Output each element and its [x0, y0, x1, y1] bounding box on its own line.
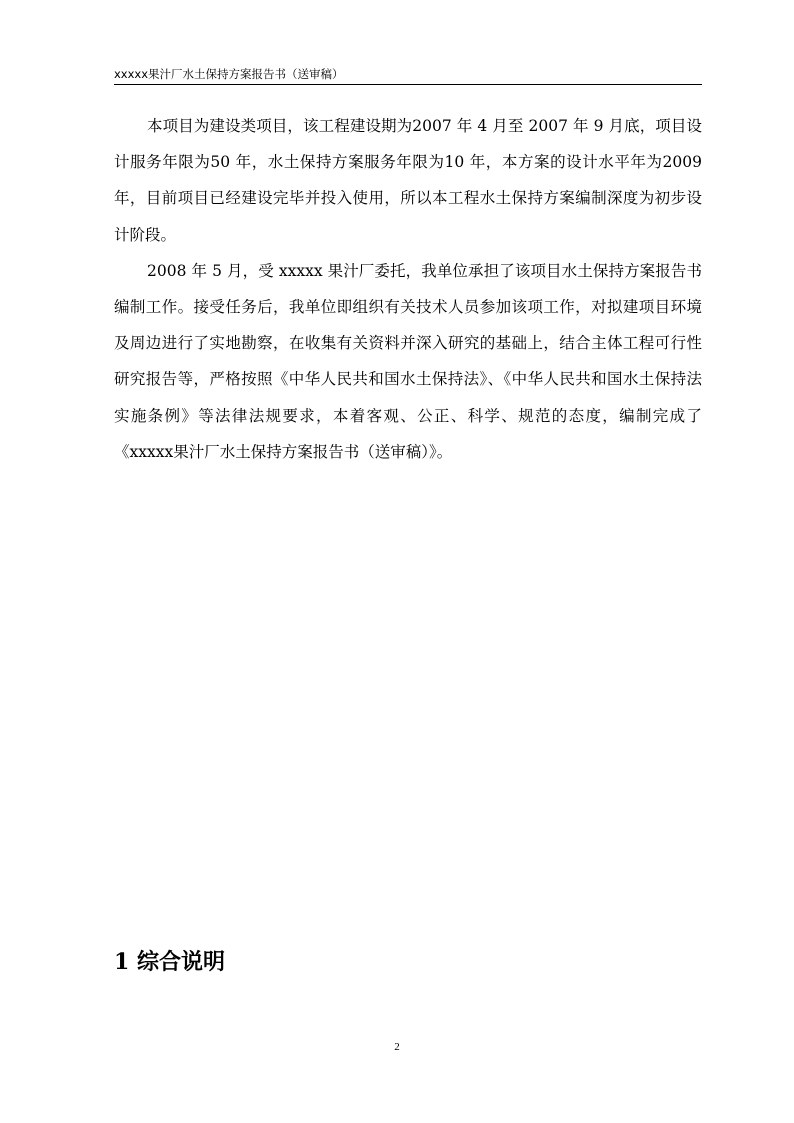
page-number: 2	[394, 1041, 400, 1053]
paragraph-commission: 2008 年 5 月，受 xxxxx 果汁厂委托，我单位承担了该项目水土保持方案报告书编制工作。接受任务后，我单位即组织有关技术人员参加该项工作，对拟建项目环境及周边进行了实地勘察，在收集有关资料并深入研究的基础上，结合主体工程可行性研究报告等，严格按照《中华人民共和国水土保持法》、《中华人民共和国水土保持法实施条例》等法律法规要求，本着客观、公正、科学、规范的态度，编制完成了《xxxxx果汁厂水土保持方案报告书（送审稿）》。	[114, 261, 702, 461]
page-header	[114, 64, 702, 85]
section-title: 1 综合说明	[114, 949, 225, 975]
header-title: xxxxx果汁厂水土保持方案报告书（送审稿）	[114, 67, 344, 81]
paragraph-project-period: 本项目为建设类项目，该工程建设期为2007 年 4 月至 2007 年 9 月底，项目设计服务年限为50 年，水土保持方案服务年限为10 年，本方案的设计水平年为2009 年，目前项目已经建设完毕并投入使用，所以本工程水土保持方案编制深度为初步设计阶段。	[114, 117, 702, 244]
body-text	[114, 108, 702, 470]
